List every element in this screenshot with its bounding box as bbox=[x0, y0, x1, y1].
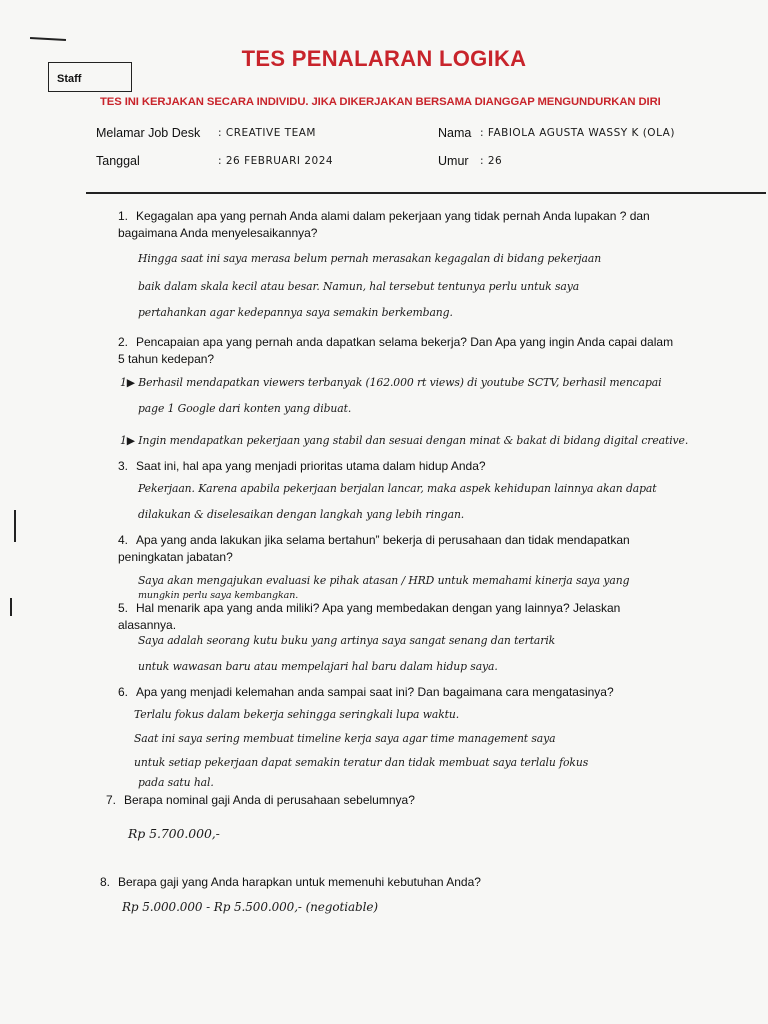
answer-line: mungkin perlu saya kembangkan. bbox=[138, 590, 299, 601]
answer-line: Hingga saat ini saya merasa belum pernah merasakan kegagalan di bidang pekerjaan bbox=[138, 252, 602, 265]
scan-mark bbox=[30, 37, 66, 41]
answer-line: Rp 5.000.000 - Rp 5.500.000,- (negotiable) bbox=[122, 900, 378, 914]
page-title: TES PENALARAN LOGIKA bbox=[241, 46, 527, 71]
answer-line: Saat ini saya sering membuat timeline kerja saya agar time management saya bbox=[134, 732, 556, 745]
scan-mark bbox=[14, 510, 16, 542]
header-divider bbox=[86, 192, 766, 194]
answer-line: untuk setiap pekerjaan dapat semakin teratur dan tidak membuat saya terlalu fokus bbox=[134, 756, 589, 769]
answer-line: untuk wawasan baru atau mempelajari hal baru dalam hidup saya. bbox=[138, 660, 498, 673]
question-7: 7. Berapa nominal gaji Anda di perusahaan sebelumnya? bbox=[106, 793, 415, 807]
answer-line: page 1 Google dari konten yang dibuat. bbox=[138, 402, 352, 415]
question-5: 5. Hal menarik apa yang anda miliki? Apa yang membedakan dengan yang lainnya? Jelaskan alasannya. bbox=[118, 601, 621, 632]
answer-line: Terlalu fokus dalam bekerja sehingga seringkali lupa waktu. bbox=[134, 708, 460, 721]
date-label: Tanggal bbox=[96, 154, 140, 168]
question-8: 8. Berapa gaji yang Anda harapkan untuk memenuhi kebutuhan Anda? bbox=[100, 875, 481, 889]
staff-box bbox=[48, 62, 132, 92]
answer-line: Rp 5.700.000,- bbox=[128, 826, 220, 841]
answer-line: 1▶ Ingin mendapatkan pekerjaan yang stabil dan sesuai dengan minat & bakat di bidang digital creative. bbox=[120, 434, 689, 447]
name-value: : FABIOLA AGUSTA WASSY K (OLA) bbox=[480, 127, 675, 139]
age-value: : 26 bbox=[480, 155, 503, 167]
question-6: 6. Apa yang menjadi kelemahan anda sampai saat ini? Dan bagaimana cara mengatasinya? bbox=[118, 685, 614, 699]
question-1: 1. Kegagalan apa yang pernah Anda alami dalam pekerjaan yang tidak pernah Anda lupakan ? dan bagaimana Anda menyelesaikannya? bbox=[118, 209, 650, 240]
answer-line: pada satu hal. bbox=[138, 776, 214, 789]
job-value: : CREATIVE TEAM bbox=[218, 127, 316, 139]
name-label: Nama bbox=[438, 126, 472, 140]
answer-line: Pekerjaan. Karena apabila pekerjaan berjalan lancar, maka aspek kehidupan lainnya akan dapat bbox=[138, 482, 657, 495]
answer-line: dilakukan & diselesaikan dengan langkah yang lebih ringan. bbox=[138, 508, 465, 521]
instruction-text: TES INI KERJAKAN SECARA INDIVIDU. JIKA DIKERJAKAN BERSAMA DIANGGAP MENGUNDURKAN DIRI bbox=[100, 96, 661, 108]
age-label: Umur bbox=[438, 154, 469, 168]
answer-line: baik dalam skala kecil atau besar. Namun, hal tersebut tentunya perlu untuk saya bbox=[138, 280, 580, 293]
question-2: 2. Pencapaian apa yang pernah anda dapatkan selama bekerja? Dan Apa yang ingin Anda capai dalam 5 tahun kedepan? bbox=[118, 335, 674, 366]
question-3: 3. Saat ini, hal apa yang menjadi prioritas utama dalam hidup Anda? bbox=[118, 459, 486, 473]
answer-line: 1▶ Berhasil mendapatkan viewers terbanyak (162.000 rt views) di youtube SCTV, berhasil mencapai bbox=[120, 376, 662, 389]
date-value: : 26 FEBRUARI 2024 bbox=[218, 155, 334, 167]
scan-mark bbox=[10, 598, 12, 616]
job-label: Melamar Job Desk bbox=[96, 126, 201, 140]
answer-line: pertahankan agar kedepannya saya semakin berkembang. bbox=[138, 306, 453, 319]
question-4: 4. Apa yang anda lakukan jika selama bertahun” bekerja di perusahaan dan tidak mendapatkan peningkatan jabatan? bbox=[118, 533, 630, 564]
answer-line: Saya akan mengajukan evaluasi ke pihak atasan / HRD untuk memahami kinerja saya yang bbox=[138, 574, 630, 587]
staff-label: Staff bbox=[57, 73, 82, 85]
answer-line: Saya adalah seorang kutu buku yang artinya saya sangat senang dan tertarik bbox=[138, 634, 556, 647]
